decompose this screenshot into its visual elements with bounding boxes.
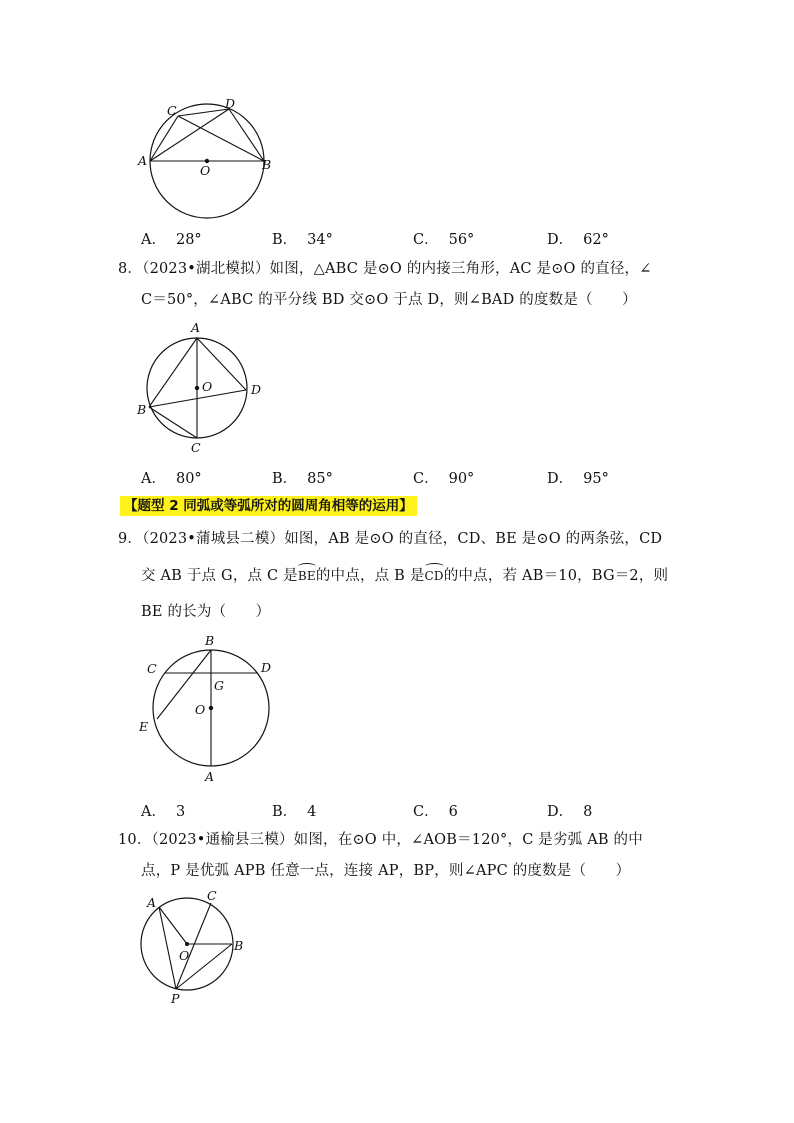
q9-label-b: B <box>205 633 215 648</box>
q10-text-line1: 10．（2023•通榆县三模）如图，在⊙O 中，∠AOB＝120°，C 是劣弧 AB 的中 <box>118 832 643 848</box>
option-value: 6 <box>448 804 458 820</box>
option-letter: C． <box>413 232 439 248</box>
q9-label-e: E <box>139 719 149 734</box>
q9-label-c: C <box>147 661 157 676</box>
q9-figure <box>135 632 285 787</box>
option-value: 85° <box>307 471 333 487</box>
q9-arc-be: BE <box>298 566 316 586</box>
q8-segment-bc <box>149 407 197 438</box>
q8-option-c[interactable] <box>413 467 474 488</box>
q9-option-c[interactable] <box>413 800 458 821</box>
option-value: 8 <box>583 804 593 820</box>
q8-figure <box>135 318 275 458</box>
q10-text-line2: 点，P 是优弧 APB 任意一点，连接 AP，BP，则∠APC 的度数是（ ） <box>141 863 631 879</box>
q8-label-b: B <box>137 402 147 417</box>
q7-label-c: C <box>167 103 177 118</box>
q8-text-line2: C＝50°，∠ABC 的平分线 BD 交⊙O 于点 D，则∠BAD 的度数是（ ） <box>141 292 637 308</box>
option-letter: B． <box>272 471 298 487</box>
q7-option-d[interactable] <box>547 228 609 249</box>
q10-center-dot <box>185 942 189 946</box>
q9-text-part-c: 的中点，若 AB＝10，BG＝2，则 <box>443 568 669 584</box>
q8-label-d: D <box>251 382 262 397</box>
option-value: 56° <box>448 232 475 248</box>
q7-figure <box>135 95 285 225</box>
q8-segment-ab <box>149 338 197 407</box>
q10-label-a: A <box>147 895 157 910</box>
q10-figure <box>135 885 265 1010</box>
q7-segment-cd <box>178 109 229 116</box>
q7-segment-ad <box>150 109 229 161</box>
option-letter: A． <box>141 232 166 248</box>
q7-label-d: D <box>225 96 236 111</box>
option-letter: B． <box>272 804 298 820</box>
q7-option-a[interactable] <box>141 228 202 249</box>
option-letter: C． <box>413 804 439 820</box>
q9-text-line1: 9．（2023•蒲城县二模）如图，AB 是⊙O 的直径，CD、BE 是⊙O 的两条弦，CD <box>118 531 663 547</box>
option-value: 62° <box>583 232 609 248</box>
q9-label-d: D <box>261 660 272 675</box>
q9-text-line2 <box>141 566 668 586</box>
q9-label-o: O <box>195 702 206 717</box>
q10-label-c: C <box>207 888 217 903</box>
q9-center-dot <box>209 706 213 710</box>
q8-label-o: O <box>202 379 213 394</box>
q9-label-a: A <box>205 769 215 784</box>
option-value: 34° <box>307 232 333 248</box>
q9-option-d[interactable] <box>547 800 592 821</box>
q7-label-b: B <box>262 157 272 172</box>
option-value: 95° <box>583 471 609 487</box>
q9-option-b[interactable] <box>272 800 316 821</box>
q7-label-o: O <box>200 163 211 178</box>
q9-arc-cd: CD <box>425 566 444 586</box>
q8-option-d[interactable] <box>547 467 609 488</box>
q10-label-b: B <box>234 938 244 953</box>
q7-segment-db <box>229 109 264 161</box>
q8-option-b[interactable] <box>272 467 333 488</box>
q9-text-line3: BE 的长为（ ） <box>141 604 271 620</box>
option-letter: C． <box>413 471 439 487</box>
q10-segment-ap <box>159 907 176 989</box>
option-value: 4 <box>307 804 317 820</box>
q10-segment-cp <box>176 903 211 989</box>
q9-text-part-a: 交 AB 于点 G，点 C 是 <box>141 568 298 584</box>
option-letter: D． <box>547 232 574 248</box>
q9-text-part-b: 的中点，点 B 是 <box>315 568 425 584</box>
q10-label-o: O <box>179 948 190 963</box>
q8-option-a[interactable] <box>141 467 202 488</box>
option-letter: B． <box>272 232 298 248</box>
q7-label-a: A <box>138 153 148 168</box>
q10-label-p: P <box>171 991 180 1006</box>
option-value: 80° <box>175 471 202 487</box>
option-letter: D． <box>547 471 574 487</box>
option-letter: A． <box>141 804 166 820</box>
option-letter: D． <box>547 804 574 820</box>
q8-label-a: A <box>191 320 201 335</box>
option-value: 3 <box>175 804 186 820</box>
option-letter: A． <box>141 471 166 487</box>
q8-text-line1: 8．（2023•湖北模拟）如图，△ABC 是⊙O 的内接三角形，AC 是⊙O 的直径，∠ <box>118 261 652 277</box>
q8-label-c: C <box>191 440 201 455</box>
q7-segment-cb <box>178 116 264 161</box>
option-value: 28° <box>175 232 202 248</box>
option-value: 90° <box>448 471 475 487</box>
q7-option-c[interactable] <box>413 228 474 249</box>
q9-option-a[interactable] <box>141 800 185 821</box>
section-title: 【题型 2 同弧或等弧所对的圆周角相等的运用】 <box>120 496 417 516</box>
q9-label-g: G <box>214 678 224 693</box>
q8-center-dot <box>195 386 199 390</box>
q7-option-b[interactable] <box>272 228 333 249</box>
